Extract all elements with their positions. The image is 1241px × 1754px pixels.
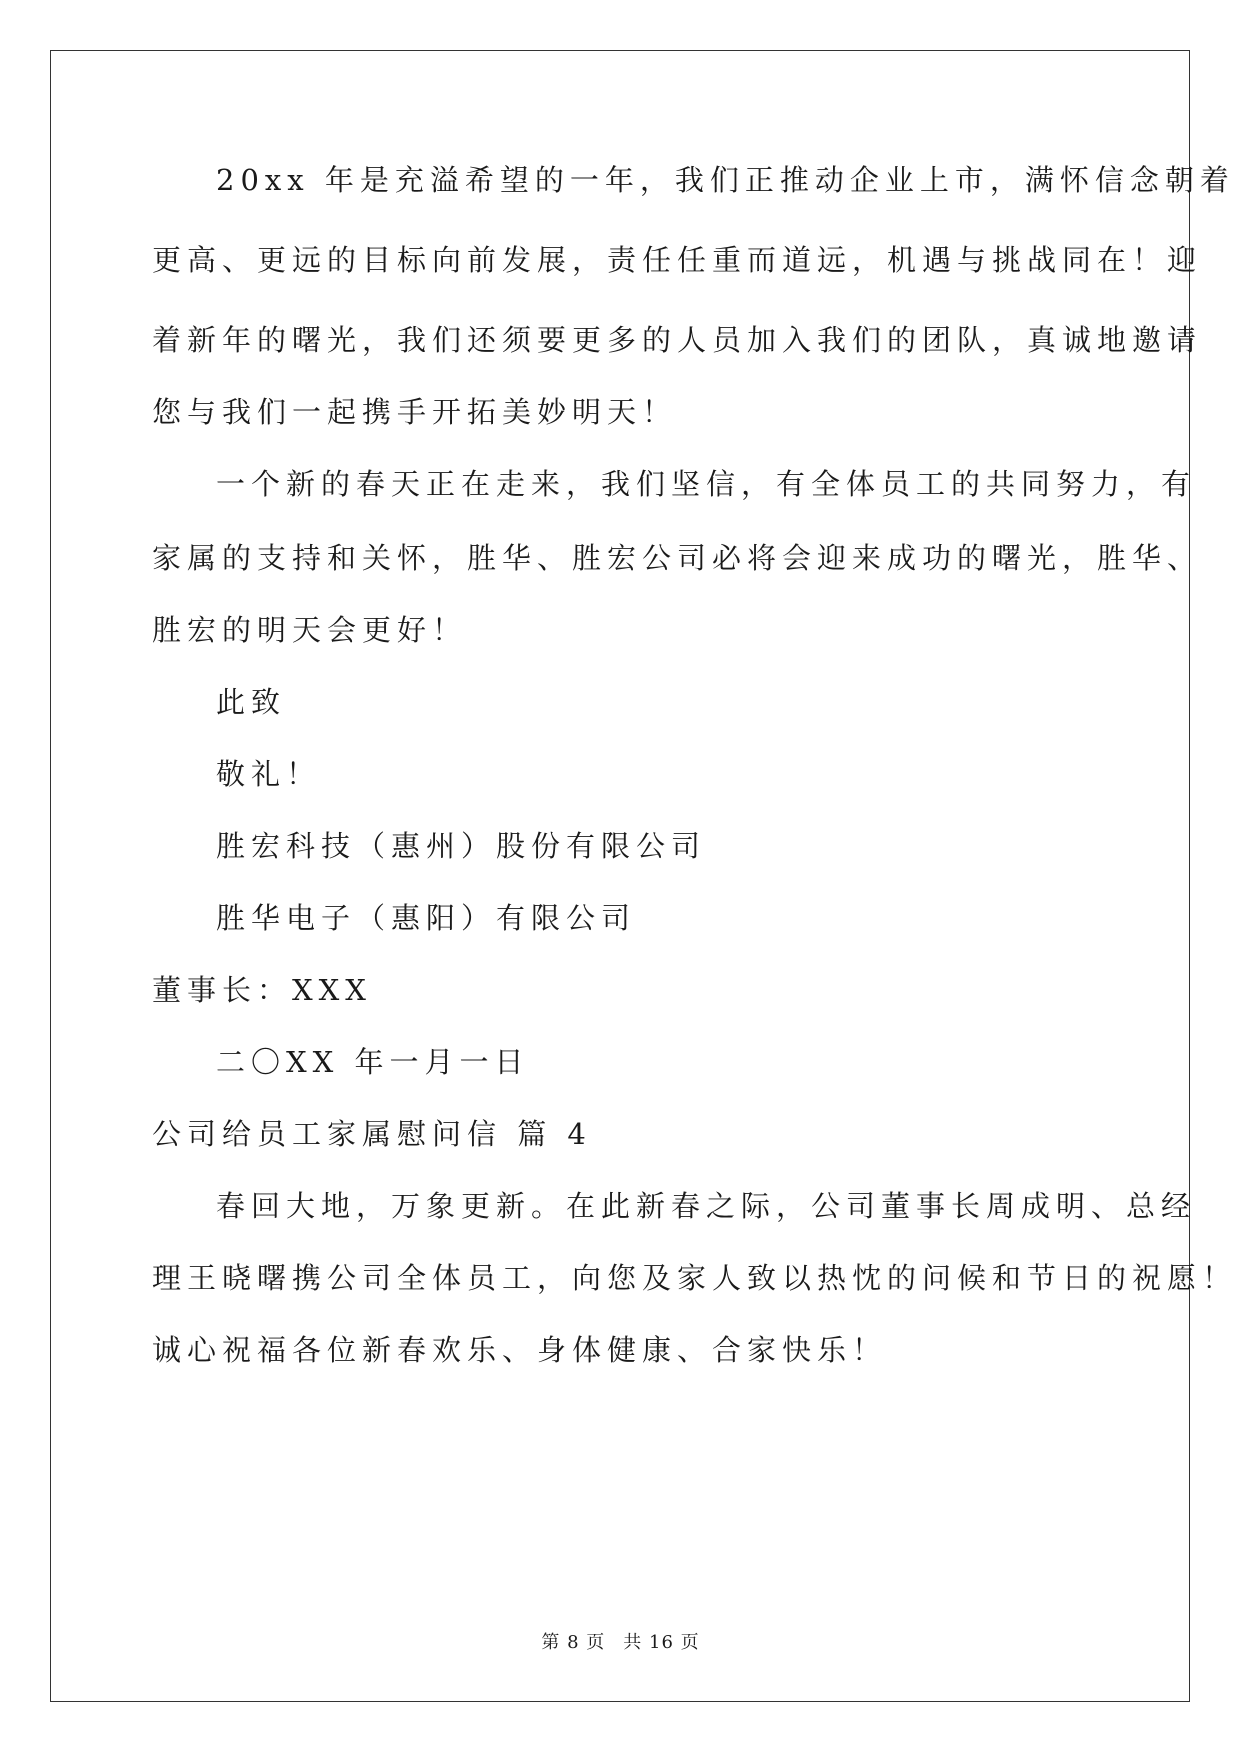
page-number-current: 第 8 页 [541, 1632, 606, 1653]
page-footer [0, 1628, 1241, 1654]
section-heading: 公司给员工家属慰问信 篇 4 [152, 1117, 592, 1151]
paragraph-line: 春回大地，万象更新。在此新春之际，公司董事长周成明、总经 [216, 1189, 1197, 1223]
paragraph-line: 胜宏的明天会更好！ [152, 613, 468, 647]
paragraph-line: 理王晓曙携公司全体员工，向您及家人致以热忱的问候和节日的祝愿！ [152, 1261, 1238, 1295]
paragraph-line: 更高、更远的目标向前发展，责任任重而道远，机遇与挑战同在！迎 [152, 243, 1203, 277]
paragraph-line: 20xx 年是充溢希望的一年，我们正推动企业上市，满怀信念朝着 [216, 163, 1235, 197]
paragraph-line: 您与我们一起携手开拓美妙明天！ [152, 395, 678, 429]
signatory-chairman: 董事长：XXX [152, 973, 372, 1007]
paragraph-line: 诚心祝福各位新春欢乐、身体健康、合家快乐！ [152, 1333, 888, 1367]
page-border [50, 50, 1190, 1702]
closing-regards: 敬礼！ [216, 757, 322, 791]
letter-date: 二〇XX 年一月一日 [216, 1045, 530, 1079]
closing-salutation: 此致 [216, 685, 287, 719]
paragraph-line: 家属的支持和关怀，胜华、胜宏公司必将会迎来成功的曙光，胜华、 [152, 541, 1203, 575]
signatory-company-2: 胜华电子（惠阳）有限公司 [216, 901, 637, 935]
signatory-company-1: 胜宏科技（惠州）股份有限公司 [216, 829, 707, 863]
paragraph-line: 着新年的曙光，我们还须要更多的人员加入我们的团队，真诚地邀请 [152, 323, 1203, 357]
page-number-total: 共 16 页 [623, 1632, 700, 1653]
paragraph-line: 一个新的春天正在走来，我们坚信，有全体员工的共同努力，有 [216, 467, 1197, 501]
